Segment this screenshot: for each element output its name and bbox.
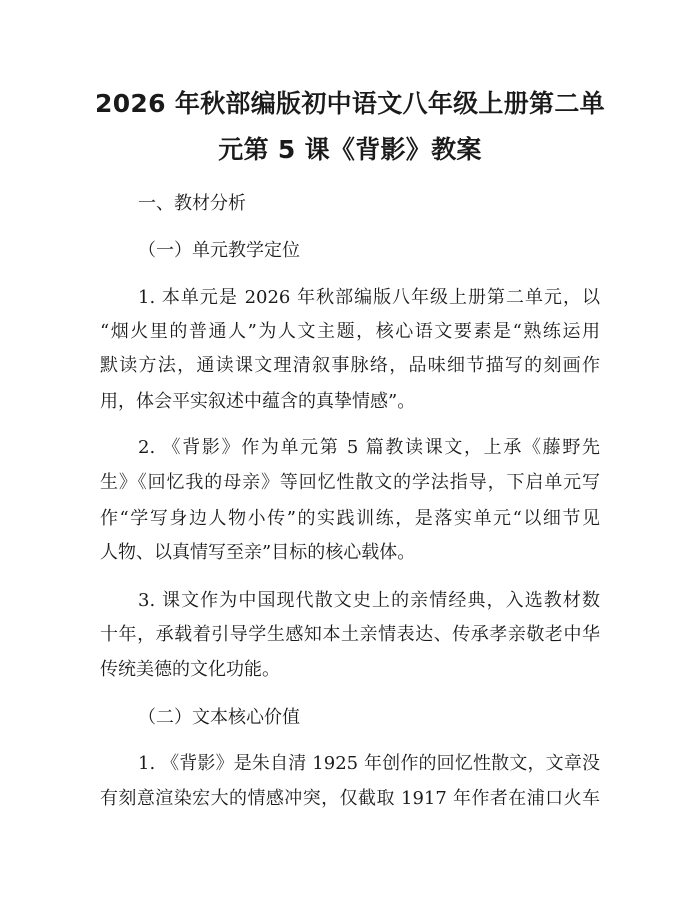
paragraph-line: “烟火里的普通人”为人文主题，核心语文要素是“熟练运用 [100,321,600,342]
paragraph-line: 传统美德的文化功能。 [100,659,280,680]
paragraph-line: 默读方法，通读课文理清叙事脉络，品味细节描写的刻画作 [100,355,600,376]
paragraph-line: 十年，承载着引导学生感知本土亲情表达、传承孝亲敬老中华 [100,624,600,645]
subsection-heading-unit-positioning: （一）单元教学定位 [138,240,300,261]
paragraph-line: 用，体会平实叙述中蕴含的真挚情感”。 [100,391,416,412]
paragraph-line: 3. 课文作为中国现代散文史上的亲情经典，入选教材数 [138,590,600,611]
paragraph-line: 作“学写身边人物小传”的实践训练，是落实单元“以细节见 [100,508,600,529]
paragraph-line: 人物、以真情写至亲”目标的核心载体。 [100,542,416,563]
paragraph-line: 1. 本单元是 2026 年秋部编版八年级上册第二单元，以 [138,287,600,308]
section-heading-textbook-analysis: 一、教材分析 [138,193,246,214]
paragraph-line: 有刻意渲染宏大的情感冲突，仅截取 1917 年作者在浦口火车 [100,788,600,809]
paragraph-line: 2. 《背影》作为单元第 5 篇教读课文，上承《藤野先 [138,437,600,458]
document-title-line-2: 元第 5 课《背影》教案 [218,135,482,164]
document-title-line-1: 2026 年秋部编版初中语文八年级上册第二单 [95,89,605,118]
subsection-heading-core-value: （二）文本核心价值 [138,707,300,728]
paragraph-line: 1. 《背影》是朱自清 1925 年创作的回忆性散文，文章没 [138,753,600,774]
paragraph-line: 生》《回忆我的母亲》等回忆性散文的学法指导，下启单元写 [100,472,600,493]
